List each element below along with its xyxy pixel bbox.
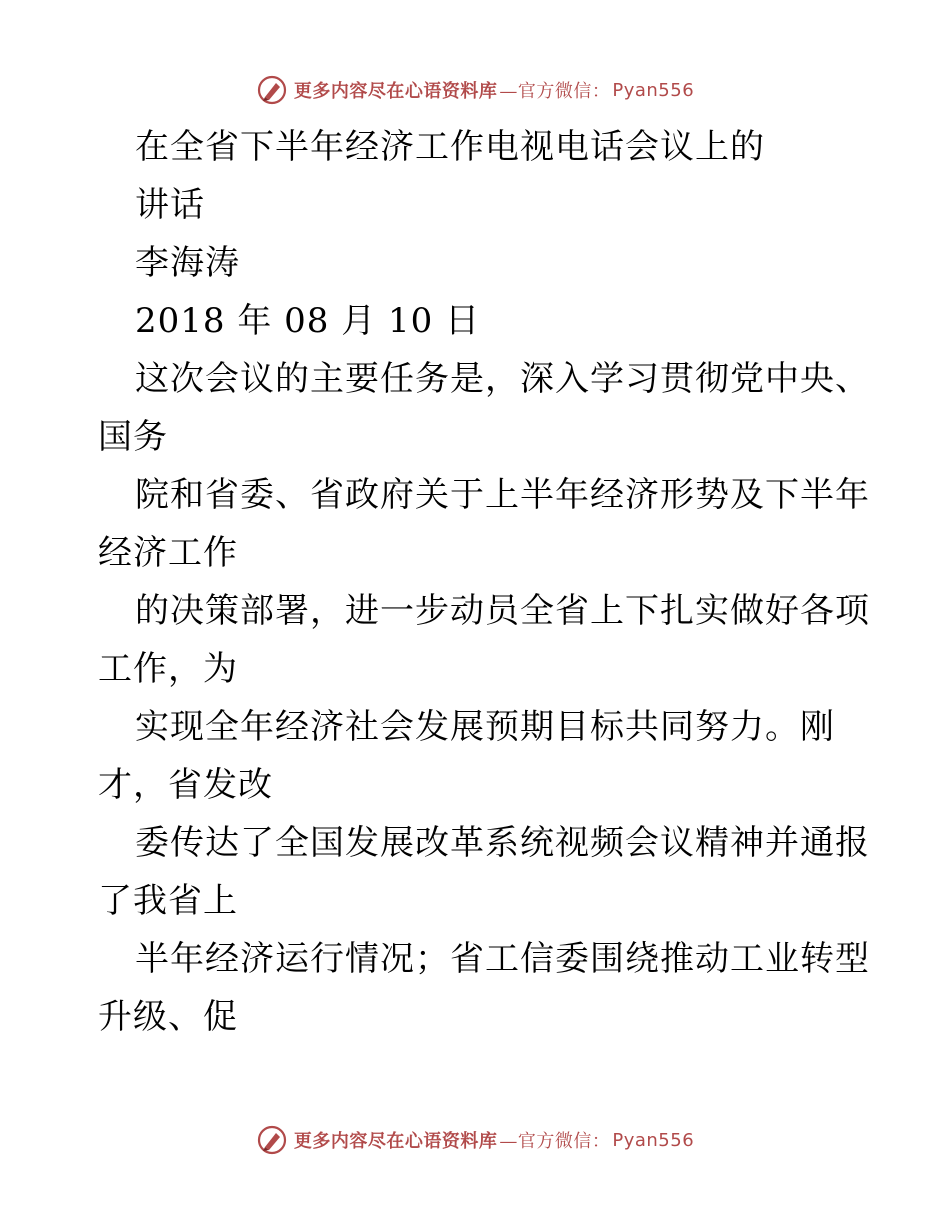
paragraph-line: 经济工作 [98,533,238,573]
watermark-text: 更多内容尽在心语资料库 [293,1131,498,1152]
paragraph-line: 升级、促 [98,997,238,1037]
watermark-wechat-id: Pyan556 [612,1129,695,1151]
footer-watermark [0,1120,950,1160]
pen-logo-icon [256,74,288,106]
paragraph-line: 国务 [98,417,168,457]
header-watermark [0,70,950,110]
paragraph-line: 的决策部署，进一步动员全省上下扎实做好各项 [135,591,870,631]
title-line-1: 在全省下半年经济工作电视电话会议上的 [135,127,765,167]
paragraph-line: 实现全年经济社会发展预期目标共同努力。刚 [135,707,835,747]
watermark-text: 更多内容尽在心语资料库 [293,81,498,102]
paragraph-line: 半年经济运行情况；省工信委围绕推动工业转型 [135,939,870,979]
watermark-separator: —官方微信： [499,81,611,102]
watermark-wechat-id: Pyan556 [612,79,695,101]
paragraph-line: 院和省委、省政府关于上半年经济形势及下半年 [135,475,870,515]
date: 2018 年 08 月 10 日 [135,301,481,341]
paragraph-line: 这次会议的主要任务是，深入学习贯彻党中央、 [135,359,870,399]
paragraph-line: 工作，为 [98,649,238,689]
author: 李海涛 [135,243,240,283]
watermark-separator: —官方微信： [499,1131,611,1152]
paragraph-line: 了我省上 [98,881,238,921]
pen-logo-icon [256,1124,288,1156]
title-line-2: 讲话 [135,185,205,225]
paragraph-line: 委传达了全国发展改革系统视频会议精神并通报 [135,823,870,863]
document-body [98,118,870,1046]
paragraph-line: 才，省发改 [98,765,273,805]
